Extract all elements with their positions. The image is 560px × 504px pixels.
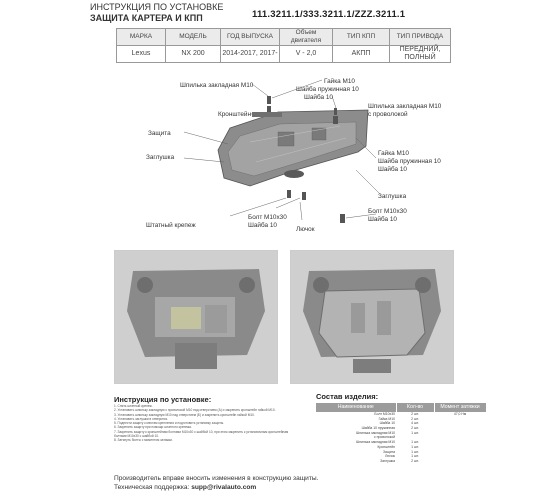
spec-value-cell: АКПП <box>333 46 390 63</box>
callout-plug-left: Заглушка <box>146 154 175 161</box>
header-subtitle: ЗАЩИТА КАРТЕРА И КПП <box>90 13 203 23</box>
spec-value-cell: Lexus <box>117 46 166 63</box>
part-name: Заглушка <box>380 458 395 463</box>
callout-bolt-right-washer: Шайба 10 <box>368 216 397 223</box>
callout-bolt-mid-washer: Шайба 10 <box>248 222 277 229</box>
engine-bay-after-image <box>291 251 453 383</box>
part-name: с проволокой <box>373 435 395 440</box>
callout-nut-top: Гайка М10 <box>324 78 355 85</box>
parts-header-cell: Наименование <box>316 403 396 412</box>
part-name: Шайба 10 пружинная <box>361 426 395 431</box>
callout-stud-left: Шпилька закладная М10 <box>180 82 254 89</box>
parts-title: Состав изделия: <box>316 392 379 401</box>
part-qty: 2 шт. <box>411 426 419 431</box>
part-qty: 2 шт. <box>411 412 419 417</box>
part-qty: 1 шт. <box>411 449 419 454</box>
instruction-step: 5. Поднести защиту к местам крепления и подготовить установку защиты. <box>114 421 225 426</box>
engine-bay-before-image <box>115 251 277 383</box>
part-name: Шпилька закладная М10 <box>356 440 395 445</box>
callout-guard: Защита <box>148 130 171 137</box>
callout-hatch: Лючок <box>296 226 315 233</box>
part-name: Шпилька закладная М10 <box>356 430 395 435</box>
spec-header-cell: Объем двигателя <box>280 29 333 46</box>
part-name: Кронштейн <box>377 444 395 449</box>
footer <box>114 474 318 492</box>
photo-after-install <box>290 250 454 384</box>
callout-stud-right: Шпилька закладная М10 <box>368 103 442 110</box>
part-qty: 1 шт. <box>411 454 419 459</box>
callout-spring-top: Шайба пружинная 10 <box>296 86 359 93</box>
parts-header-cell: Кол-во <box>396 403 434 412</box>
parts-header-row <box>316 403 486 412</box>
part-name: Гайка М10 <box>378 416 395 421</box>
footer-disclaimer: Производитель вправе вносить изменения в конструкцию защиты. <box>114 475 319 482</box>
callout-bolt-right: Болт М10х30 <box>368 208 407 215</box>
instructions-list <box>114 404 294 443</box>
instruction-step: 7. Закрепить защиту к кронштейнам болтами М10х30 с шайбой 10, при этом закрепить к установочным кронштейнам болтами М10х30 с шайбой 10. <box>114 429 289 439</box>
spec-header-cell: МАРКА <box>117 29 166 46</box>
part-name: Защита <box>382 449 395 454</box>
instruction-step: 3. Установить шпильку закладную М10 над отверстием (Б) и закрепить кронштейн гайкой М10. <box>114 412 255 417</box>
header-title: ИНСТРУКЦИЯ ПО УСТАНОВКЕ <box>90 2 224 12</box>
product-code: 111.3211.1/333.3211.1/ZZZ.3211.1 <box>252 9 406 20</box>
part-torque <box>434 459 486 464</box>
callout-washer-right: Шайба 10 <box>378 166 407 173</box>
bracket-shape <box>252 112 282 117</box>
callout-plug-right: Заглушка <box>378 193 407 200</box>
callout-washer-top: Шайба 10 <box>304 94 333 101</box>
callout-bolt-mid: Болт М10х30 <box>248 214 287 221</box>
footer-support-label: Техническая поддержка: <box>114 484 192 491</box>
support-email-link[interactable]: supp@rivalauto.com <box>191 484 257 491</box>
callout-standard-mount: Штатный крепеж <box>146 222 196 229</box>
spec-value-cell: NX 200 <box>166 46 221 63</box>
instruction-step: 4. Установить заглушки в отверстия. <box>114 416 168 421</box>
instruction-step: 6. Закрепить защиту при помощи штатного крепежа. <box>114 425 192 430</box>
footer-support <box>114 483 318 492</box>
callout-spring-right: Шайба пружинная 10 <box>378 158 441 165</box>
spec-header-row <box>117 29 451 46</box>
part-name: Шайба 10 <box>379 421 395 426</box>
callout-nut-right: Гайка М10 <box>378 150 409 157</box>
part-qty: 1 шт. <box>411 444 419 449</box>
spec-value-cell: ПЕРЕДНИЙ, ПОЛНЫЙ <box>390 46 451 63</box>
document-header <box>90 2 223 24</box>
part-qty: 2 шт. <box>411 458 419 463</box>
spec-header-cell: ГОД ВЫПУСКА <box>221 29 280 46</box>
spec-header-cell: ТИП КПП <box>333 29 390 46</box>
part-qty: 4 шт. <box>411 421 419 426</box>
part-name: Лючок <box>385 454 395 459</box>
spec-value-row <box>117 46 451 63</box>
instruction-step: 1. Снять штатный крепеж. <box>114 404 153 408</box>
spec-header-cell: МОДЕЛЬ <box>166 29 221 46</box>
spec-header-cell: ТИП ПРИВОДА <box>390 29 451 46</box>
callout-stud-right-wire: с проволокой <box>368 111 408 118</box>
part-torque: 47,0 Нм <box>453 412 467 417</box>
vehicle-spec-table <box>116 28 451 63</box>
part-qty: 2 шт. <box>411 416 419 421</box>
part-name: Болт М10х30 <box>374 412 395 417</box>
parts-table <box>316 403 487 464</box>
instruction-step: 8. Затянуть болты с моментом затяжки. <box>114 438 173 443</box>
parts-row <box>316 459 486 464</box>
instructions-title: Инструкция по установке: <box>114 395 212 404</box>
callout-bracket: Кронштейн <box>218 111 251 118</box>
spec-value-cell: 2014-2017, 2017- <box>221 46 280 63</box>
instruction-step: 2. Установить шпильку закладную с проволокой М10 над отверстием (А) и закрепить кронштейн гайкой М10. <box>114 408 276 413</box>
part-qty: 1 шт. <box>411 440 419 445</box>
part-qty: 1 шт. <box>411 430 419 435</box>
spec-value-cell: V - 2,0 <box>280 46 333 63</box>
parts-header-cell: Момент затяжки <box>434 403 486 412</box>
photo-before-install <box>114 250 278 384</box>
